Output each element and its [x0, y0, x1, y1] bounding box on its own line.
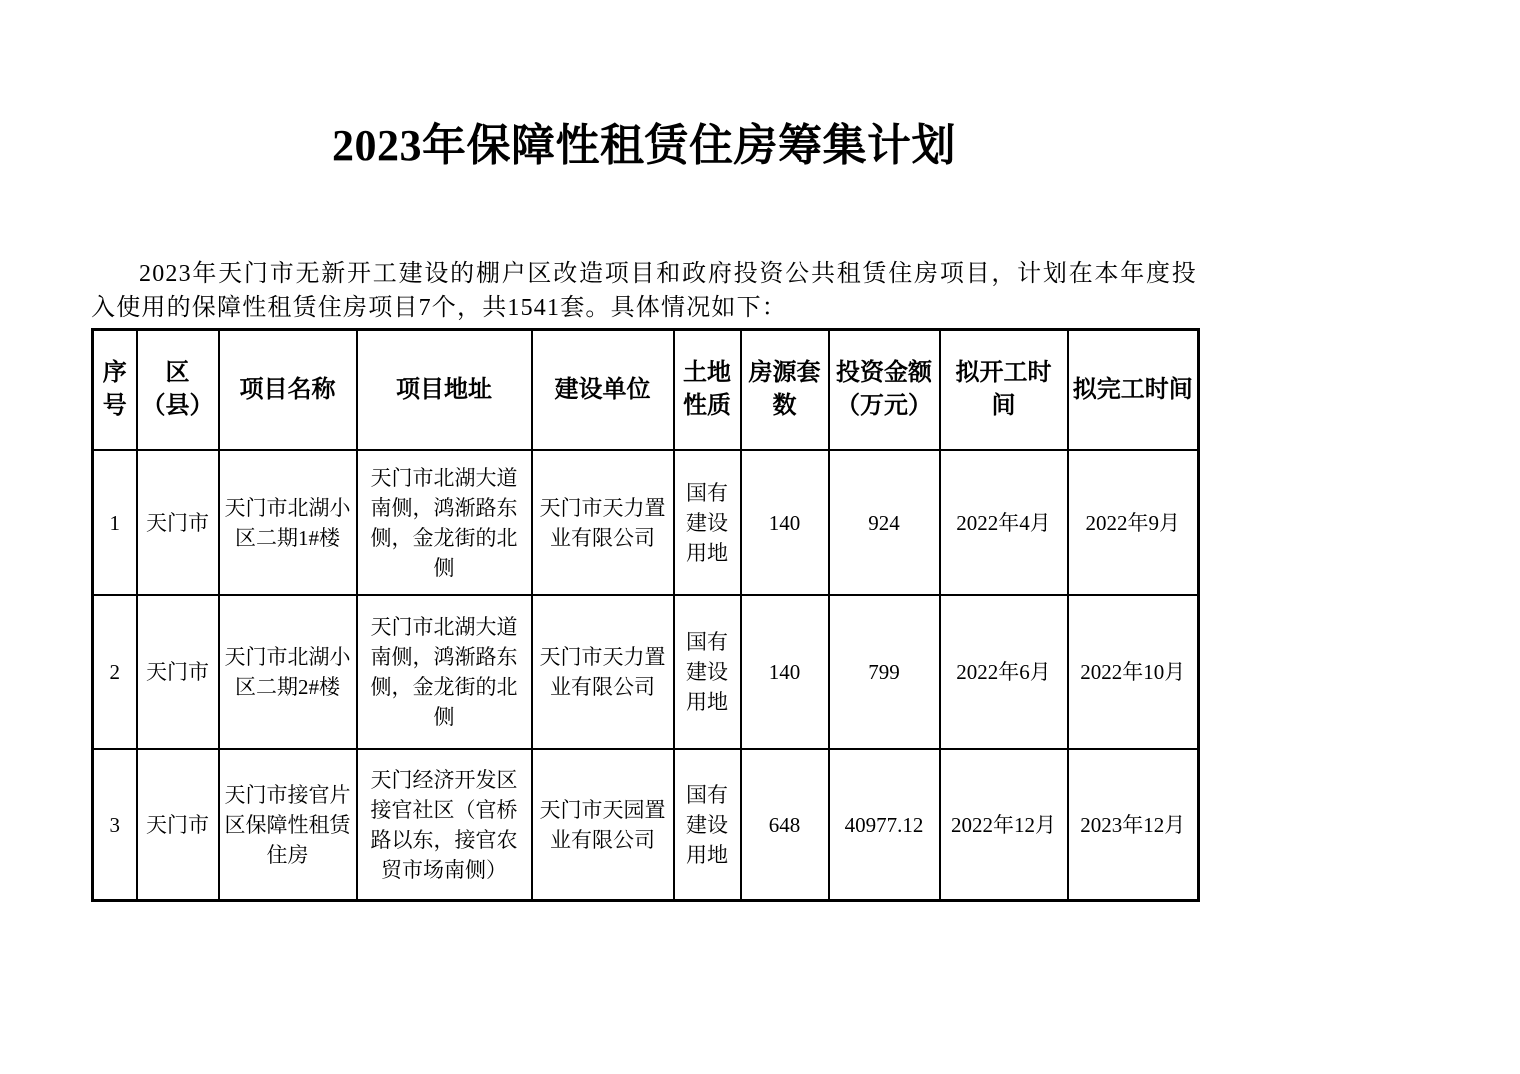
table-cell-project-name: 天门市北湖小区二期2#楼: [219, 595, 357, 749]
header-cell-start-date: 拟开工时间: [940, 329, 1068, 450]
table-cell-builder: 天门市天力置业有限公司: [532, 450, 674, 595]
table-cell-start-date: 2022年12月: [940, 749, 1068, 900]
header-cell-seq: 序号: [93, 329, 137, 450]
table-cell-project-name: 天门市北湖小区二期1#楼: [219, 450, 357, 595]
header-cell-unit-count: 房源套数: [741, 329, 829, 450]
header-cell-builder: 建设单位: [532, 329, 674, 450]
header-cell-investment: 投资金额（万元）: [829, 329, 940, 450]
header-cell-finish-date: 拟完工时间: [1068, 329, 1199, 450]
table-row: [93, 595, 1199, 749]
intro-paragraph: 2023年天门市无新开工建设的棚户区改造项目和政府投资公共租赁住房项目，计划在本年度投入使用的保障性租赁住房项目7个，共1541套。具体情况如下：: [91, 260, 1197, 321]
table-cell-seq: 1: [93, 450, 137, 595]
table-cell-builder: 天门市天力置业有限公司: [532, 595, 674, 749]
header-cell-project-name: 项目名称: [219, 329, 357, 450]
table-cell-seq: 3: [93, 749, 137, 900]
table-cell-start-date: 2022年4月: [940, 450, 1068, 595]
table-cell-investment: 924: [829, 450, 940, 595]
table-cell-finish-date: 2023年12月: [1068, 749, 1199, 900]
table-cell-land-type: 国有建设用地: [674, 450, 741, 595]
table-cell-project-address: 天门市北湖大道南侧，鸿渐路东侧，金龙街的北侧: [357, 595, 532, 749]
table-cell-district: 天门市: [137, 450, 219, 595]
document-page: [91, 0, 1197, 902]
table-cell-unit-count: 648: [741, 749, 829, 900]
header-cell-land-type: 土地性质: [674, 329, 741, 450]
table-header-row: [93, 329, 1199, 450]
table-cell-unit-count: 140: [741, 595, 829, 749]
table-cell-investment: 40977.12: [829, 749, 940, 900]
table-cell-district: 天门市: [137, 595, 219, 749]
housing-plan-table: [91, 328, 1200, 902]
table-cell-land-type: 国有建设用地: [674, 749, 741, 900]
table-cell-project-name: 天门市接官片区保障性租赁住房: [219, 749, 357, 900]
table-cell-project-address: 天门市北湖大道南侧，鸿渐路东侧，金龙街的北侧: [357, 450, 532, 595]
header-cell-district: 区（县）: [137, 329, 219, 450]
table-cell-builder: 天门市天园置业有限公司: [532, 749, 674, 900]
table-cell-unit-count: 140: [741, 450, 829, 595]
table-cell-project-address: 天门经济开发区接官社区（官桥路以东，接官农贸市场南侧）: [357, 749, 532, 900]
header-cell-project-address: 项目地址: [357, 329, 532, 450]
table-cell-finish-date: 2022年9月: [1068, 450, 1199, 595]
table-cell-start-date: 2022年6月: [940, 595, 1068, 749]
table-cell-land-type: 国有建设用地: [674, 595, 741, 749]
table-cell-district: 天门市: [137, 749, 219, 900]
table-cell-seq: 2: [93, 595, 137, 749]
table-row: [93, 749, 1199, 900]
document-title: 2023年保障性租赁住房筹集计划: [332, 121, 956, 170]
table-cell-investment: 799: [829, 595, 940, 749]
table-cell-finish-date: 2022年10月: [1068, 595, 1199, 749]
table-row: [93, 450, 1199, 595]
